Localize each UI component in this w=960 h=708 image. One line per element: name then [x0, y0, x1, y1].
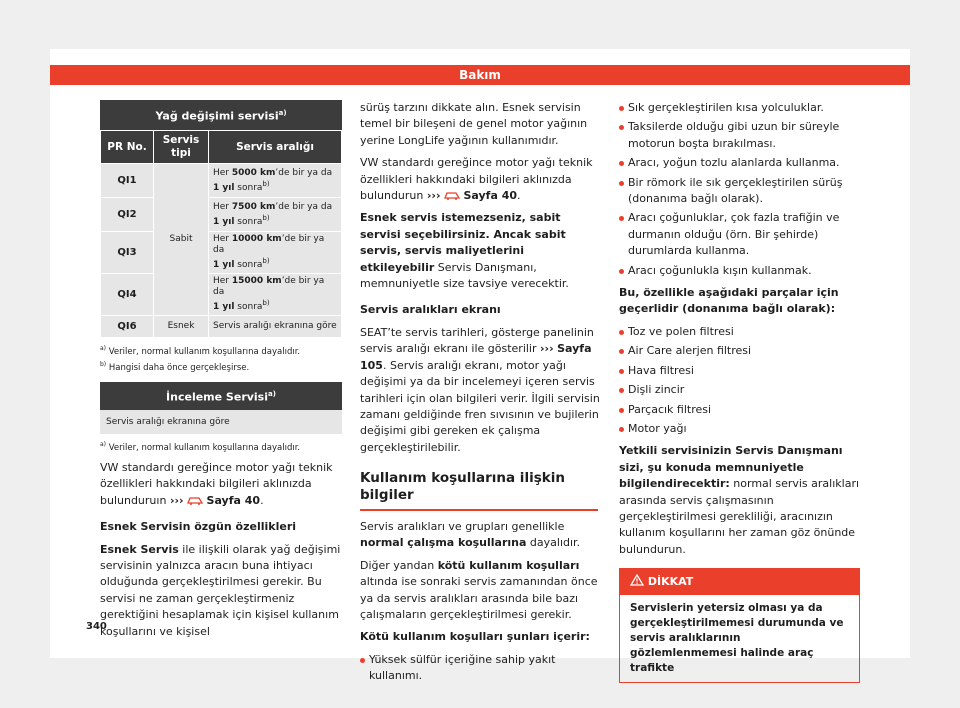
oil-change-table [100, 130, 342, 338]
subheading: Esnek Servisin özgün özellikleri [100, 520, 297, 534]
paragraph: Esnek Servis ile ilişkili olarak yağ değişimi servisinin yalnızca aracın buna ihtiyacı olduğunda gerçekleştirilmesi gerekir. Bu servisi ne zaman gerçekleştirmeniz gerektiğini hesaplamak için kişisel kullanım koşullarını ve kişisel [100, 542, 341, 638]
paragraph: Servis aralıkları ve grupları genellikle normal çalışma koşullarına dayalıdır. [360, 519, 581, 550]
col-interval: Servis aralığı [209, 131, 342, 164]
paragraph: SEAT’te servis tarihleri, gösterge panelinin servis aralığı ekranı ile gösterilir ››› Sayfa 105. Servis aralığı ekranı, motor yağı değişimi ya da bir incelemeyi içeren servis tarihleri için olan bilgileri verir. İlgili servisin zamanı geldiğinde fren sıvısının ve bujilerin değişimi gibi gereken ek çalışma gerçekleştirilebilir. [360, 325, 600, 454]
inspection-body: Servis aralığı ekranına göre [100, 410, 342, 434]
paragraph: Yetkili servisinizin Servis Danışmanı sizi, şu konuda memnuniyetle bilgilendirecektir: normal servis aralıkları arasında servis çalışmasının gerçekleştirilmesi gerekliliği, aracınızın kullanım koşullarını her zaman göz önünde bulundurun. [619, 444, 860, 556]
footnote-b: $^{b)}$ Hangisi daha önce gerçekleşirse. [100, 360, 250, 373]
warning-body: Servislerin yetersiz olması ya da gerçekleştirilmemesi durumunda ve servis aralıklarının gözlemlenmemesi halinde araç trafikte [630, 602, 844, 675]
col-pr: PR No. [101, 131, 154, 164]
subheading: Kötü kullanım koşulları şunları içerir: [360, 630, 590, 644]
list-item: Motor yağı [619, 421, 860, 437]
paragraph: Esnek servis istemezseniz, sabit servisi seçebilirsiniz. Ancak sabit servis, servis maliyetlerini etkileyebilir Servis Danışmanı, memnuniyetle size tavsiye verecektir. [360, 211, 569, 291]
footnote-a: $^{a)}$ Veriler, normal kullanım koşullarına dayalıdır. [100, 345, 301, 357]
paragraph: Diğer yandan kötü kullanım koşulları altında ise sonraki servis zamanından önce ya da servis aralıkları arasında bile bazı çalışmaların gerçekleştirilmesi gerekir. [360, 558, 598, 621]
bullet-list [360, 652, 602, 685]
list-item: Hava filtresi [619, 363, 860, 379]
list-item: Aracı, yoğun tozlu alanlarda kullanma. [619, 155, 860, 171]
subheading: Bu, özellikle aşağıdaki parçalar için geçerlidir (donanıma bağlı olarak): [619, 286, 839, 316]
table-row: QI6 Esnek Servis aralığı ekranına göre [101, 316, 342, 338]
list-item: Taksilerde olduğu gibi uzun bir süreyle motorun boşta bırakılması. [619, 119, 860, 152]
parts-list [619, 324, 860, 437]
car-service-icon [444, 190, 460, 200]
bullet-list [619, 100, 860, 279]
inspection-table [100, 382, 342, 434]
sabit-cell: Sabit [154, 164, 209, 316]
list-item: Aracı çoğunlukla kışın kullanmak. [619, 263, 860, 279]
chapter-header: Bakım [50, 65, 910, 85]
oil-table-title: Yağ değişimi servisi$^{a)}$ [100, 100, 342, 130]
column-middle [360, 100, 602, 688]
warning-triangle-icon [630, 574, 644, 586]
page-number: 340 [86, 621, 107, 632]
section-title: Kullanım koşullarına ilişkin bilgiler [360, 470, 598, 511]
inspection-title: İnceleme Servisi$^{a)}$ [100, 382, 342, 410]
warning-box [619, 568, 860, 683]
list-item: Air Care alerjen filtresi [619, 343, 860, 359]
warning-header: DİKKAT [620, 569, 859, 595]
table-row: QI4 Her 15000 km’de bir ya da 1 yıl sonra$^{b)}$ [101, 274, 342, 316]
footnote-inspection: $^{a)}$ Veriler, normal kullanım koşullarına dayalıdır. [100, 441, 301, 454]
paragraph: VW standardı gereğince motor yağı teknik özellikleri hakkındaki bilgileri aklınızda bulunduruın ››› Sayfa 40. [100, 461, 333, 507]
col-type: Servis tipi [154, 131, 209, 164]
column-right [619, 100, 860, 683]
list-item: Aracı çoğunluklar, çok fazla trafiğin ve durmanın olduğu (örn. Bir şehirde) durumlarda kullanma. [619, 210, 860, 259]
list-item: Toz ve polen filtresi [619, 324, 860, 340]
table-row: QI2 Her 7500 km’de bir ya da 1 yıl sonra$^{b)}$ [101, 198, 342, 232]
list-item: Bir römork ile sık gerçekleştirilen sürüş (donanıma bağlı olarak). [619, 175, 860, 208]
list-item: Dişli zincir [619, 382, 860, 398]
car-service-icon [187, 495, 203, 505]
paragraph: sürüş tarzını dikkate alın. Esnek servisin temel bir bileşeni de genel motor yağının yerine LongLife yağının kullanımıdır. [360, 101, 588, 147]
page-ref-link[interactable]: Sayfa 40 [463, 189, 518, 203]
list-item: Parçacık filtresi [619, 402, 860, 418]
list-item: Yüksek sülfür içeriğine sahip yakıt kullanımı. [360, 652, 602, 685]
page-ref-link[interactable]: Sayfa 40 [206, 493, 261, 507]
column-left [100, 100, 342, 646]
page-ref-link[interactable]: Sayfa 105 [360, 342, 592, 372]
subheading: Servis aralıkları ekranı [360, 303, 501, 317]
paragraph: VW standardı gereğince motor yağı teknik özellikleri hakkındaki bilgileri aklınızda bulundurun ››› Sayfa 40. [360, 156, 593, 203]
table-row: QI3 Her 10000 km’de bir ya da 1 yıl sonra$^{b)}$ [101, 232, 342, 274]
list-item: Sık gerçekleştirilen kısa yolculuklar. [619, 100, 860, 116]
table-row: QI1 Sabit Her 5000 km’de bir ya da 1 yıl sonra$^{b)}$ [101, 164, 342, 198]
